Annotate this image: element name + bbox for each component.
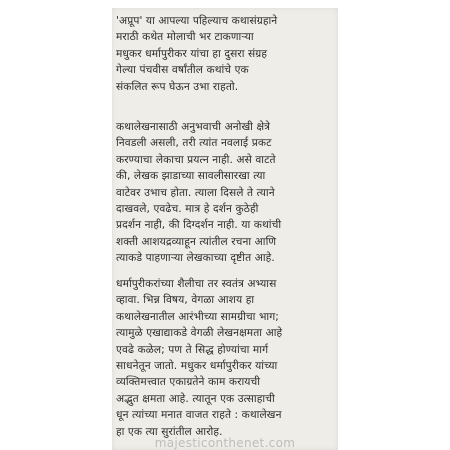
- text-line: शक्ती आशयद्रव्याहून त्यांतील रचना आणि: [116, 235, 277, 248]
- text-line: व्यक्तिमत्त्वात एकाग्रतेने काम करायची: [116, 376, 261, 389]
- paragraph-2: [116, 119, 336, 267]
- text-line: त्यामुळे एखाद्याकडे वेगळी लेखनक्षमता आहे: [116, 327, 283, 340]
- text-line: करण्याचा लेकाचा प्रयत्न नाही. असे वाटते: [116, 153, 276, 166]
- text-line: की, लेखक झाडाच्या सावलीसारखा त्या: [116, 170, 266, 183]
- text-line: प्रदर्शन नाही, की दिग्दर्शन नाही. या कथांची: [116, 219, 282, 232]
- newspaper-clipping: [112, 8, 338, 450]
- text-line: हा एक त्या सुरांतील आरोह.: [116, 425, 223, 438]
- text-line: अद्भुत क्षमता आहे. त्यातून एक उत्साहाची: [116, 392, 275, 405]
- text-line: व्हावा. भिन्न विषय, वेगळा आशय हा: [116, 294, 255, 307]
- paragraph-1: [116, 13, 336, 95]
- text-line: एवढे कळेल; पण ते सिद्ध होण्यांचा मार्ग: [116, 343, 269, 356]
- text-line: गेल्या पंचवीस वर्षांतील कथांचे एक: [116, 64, 249, 77]
- text-line: धर्मापुरीकरांच्या शैलीचा तर स्वतंत्र अभ्यास: [116, 278, 277, 290]
- text-line: दाखवले, एवढेच. मात्र हे दर्शन कुठेही: [116, 203, 259, 216]
- text-line: त्याकडे पाहणाऱ्या लेखकाच्या दृष्टीत आहे.: [116, 252, 275, 265]
- text-line: धून त्यांच्या मनात वाजत राहते : कथालेखन: [116, 409, 282, 422]
- text-line: मराठी कथेत मोलाची भर टाकणाऱ्या: [116, 31, 254, 44]
- text-line: कथालेखनातील आरंभीच्या सामग्रीचा भाग;: [116, 310, 279, 323]
- text-line: 'अप्रूप' या आपल्या पहिल्याच कथासंग्रहाने: [116, 15, 278, 27]
- text-line: कथालेखनासाठी अनुभवाची अनोखी क्षेत्रे: [116, 121, 271, 133]
- text-line: संकलित रूप घेऊन उभा राहतो.: [116, 80, 239, 93]
- text-line: मधुकर धर्मापुरीकर यांचा हा दुसरा संग्रह: [116, 47, 268, 60]
- paragraph-3: [116, 276, 336, 440]
- text-line: वाटेवर उभाच होता. त्याला दिसले ते त्याने: [116, 186, 275, 199]
- text-line: निवडली असली, तरी त्यांत नवलाई प्रकट: [116, 137, 272, 150]
- text-line: साधनेतून जातो. मधुकर धर्मापुरीकर यांच्या: [116, 360, 278, 373]
- watermark: majesticonthenet.com: [154, 436, 296, 450]
